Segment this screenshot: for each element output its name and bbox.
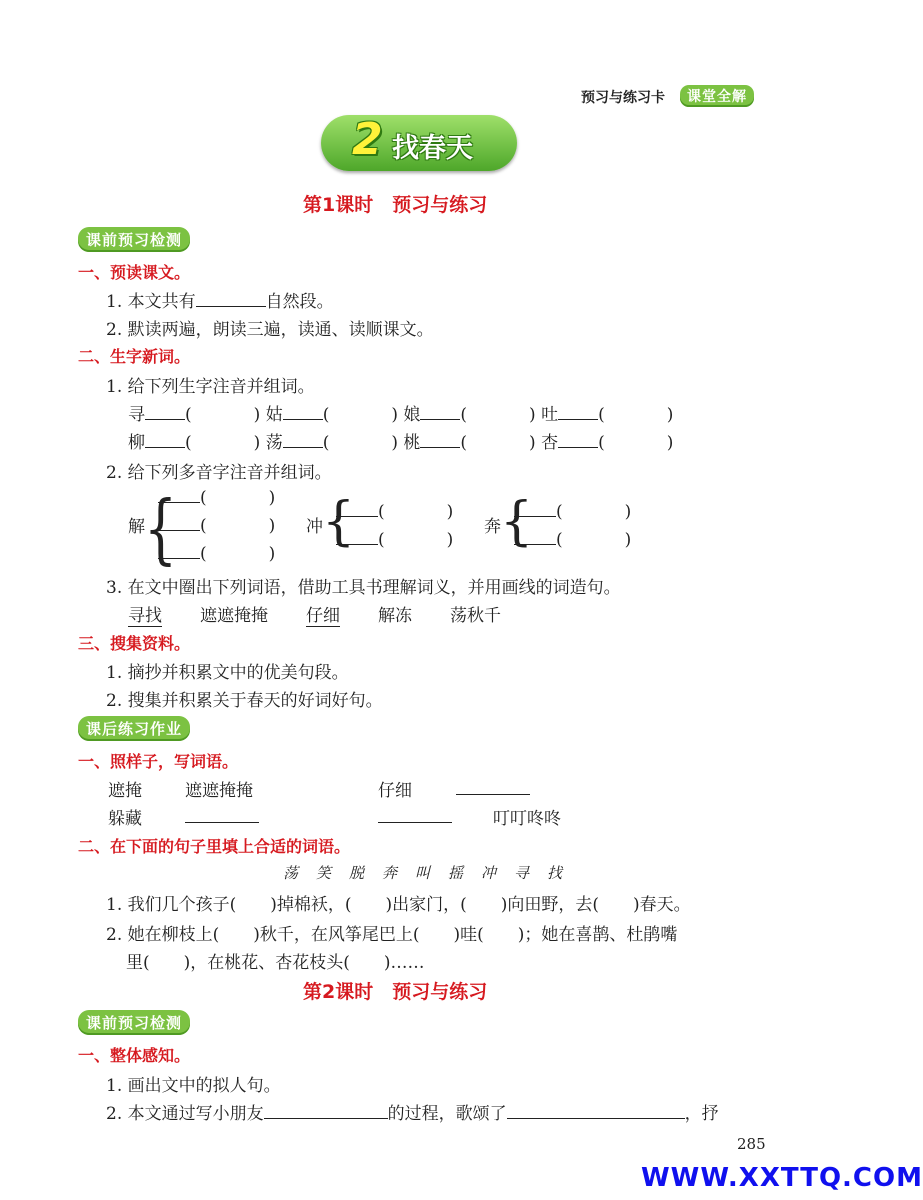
char-row: 寻 ( ) 姑 ( ) 娘 ( ) 吐 ( ) [128, 405, 674, 425]
example-word: 遮遮掩掩 [185, 781, 253, 801]
section-heading: 一、照样子，写词语。 [78, 752, 239, 771]
answer-blank[interactable] [264, 1102, 388, 1119]
question-line: 2. 给下列多音字注音并组词。 [106, 463, 332, 483]
sentence-line: 1. 我们几个孩子( )掉棉袄，( )出家门，( )向田野，去( )春天。 [106, 895, 691, 915]
answer-blank[interactable] [336, 528, 378, 545]
brace-icon: { [322, 492, 356, 552]
answer-blank[interactable] [514, 500, 556, 517]
question-text: 的过程，歌颂了 [387, 1104, 507, 1124]
answer-blank[interactable] [283, 403, 323, 420]
answer-blank[interactable] [145, 403, 185, 420]
poly-line: ( ) [336, 500, 453, 522]
answer-blank[interactable] [456, 778, 530, 800]
lesson-number: 2 [352, 114, 383, 165]
word-underlined: 仔细 [306, 606, 340, 626]
char-item: 柳 [128, 433, 145, 453]
answer-blank[interactable] [185, 806, 259, 828]
char-row: 柳 ( ) 荡 ( ) 桃 ( ) 杏 ( ) [128, 433, 674, 453]
section-heading: 三、搜集资料。 [78, 634, 191, 653]
lesson1-title: 第1课时 预习与练习 [303, 194, 488, 216]
brace-icon: { [500, 492, 534, 552]
poly-char: 冲 [306, 517, 323, 537]
answer-blank[interactable] [507, 1102, 685, 1119]
question-line: 2. 默读两遍，朗读三遍，读通、读顺课文。 [106, 320, 434, 340]
char-item: 桃 [403, 433, 421, 453]
answer-blank[interactable] [420, 403, 460, 420]
question-line: 1. 摘抄并积累文中的优美句段。 [106, 663, 349, 683]
pre-study-badge: 课前预习检测 [78, 1010, 190, 1035]
word-list [128, 601, 501, 626]
example-word: 躲藏 [108, 809, 142, 829]
answer-blank[interactable] [558, 403, 598, 420]
word: 遮遮掩掩 [200, 606, 268, 626]
char-item: 姑 [265, 405, 283, 425]
watermark: WWW.XXTTQ.COM [641, 1163, 923, 1193]
question-line: 2. 搜集并积累关于春天的好词好句。 [106, 691, 383, 711]
char-item: 娘 [403, 405, 421, 425]
poly-line: ( ) [336, 528, 453, 550]
answer-blank[interactable] [158, 514, 200, 531]
answer-blank[interactable] [378, 806, 452, 828]
char-item: 寻 [128, 405, 145, 425]
poly-char: 解 [128, 517, 145, 537]
brace-icon: { [144, 486, 178, 574]
char-item: 杏 [541, 433, 559, 453]
word: 荡秋千 [450, 606, 501, 626]
answer-blank[interactable] [558, 431, 598, 448]
char-item: 荡 [265, 433, 283, 453]
answer-blank[interactable] [283, 431, 323, 448]
pre-study-badge: 课前预习检测 [78, 227, 190, 252]
example-word: 仔细 [378, 781, 412, 801]
page-number: 285 [737, 1135, 766, 1153]
section-heading: 二、在下面的句子里填上合适的词语。 [78, 837, 351, 856]
sentence-line: 里( )，在桃花、杏花枝头( )…… [126, 953, 425, 973]
poly-char: 奔 [484, 517, 501, 537]
poly-line: ( ) [158, 542, 275, 564]
answer-blank[interactable] [514, 528, 556, 545]
poly-line: ( ) [158, 486, 275, 508]
poly-line: ( ) [158, 514, 275, 536]
word: 解冻 [378, 606, 412, 626]
question-text: 1. 本文共有 [106, 292, 196, 312]
section-heading: 一、预读课文。 [78, 263, 191, 282]
page-title: 找春天 [392, 133, 473, 164]
answer-blank[interactable] [196, 290, 266, 307]
char-item: 吐 [541, 405, 559, 425]
question-line: 3. 在文中圈出下列词语，借助工具书理解词义，并用画线的词造句。 [106, 578, 621, 598]
post-work-badge: 课后练习作业 [78, 716, 190, 741]
word-underlined: 寻找 [128, 606, 162, 626]
question-text: 自然段。 [265, 292, 334, 312]
question-text: ，抒 [684, 1104, 719, 1124]
example-word: 叮叮咚咚 [493, 809, 561, 829]
example-word: 遮掩 [108, 781, 142, 801]
section-heading: 二、生字新词。 [78, 347, 191, 366]
header-badge: 课堂全解 [680, 85, 754, 107]
answer-blank[interactable] [336, 500, 378, 517]
answer-blank[interactable] [420, 431, 460, 448]
answer-blank[interactable] [145, 431, 185, 448]
question-line [106, 1099, 719, 1124]
question-line: 1. 画出文中的拟人句。 [106, 1076, 281, 1096]
answer-blank[interactable] [158, 486, 200, 503]
poly-line: ( ) [514, 500, 631, 522]
answer-blank[interactable] [158, 542, 200, 559]
question-text: 2. 本文通过写小朋友 [106, 1104, 264, 1124]
section-heading: 一、整体感知。 [78, 1046, 191, 1065]
question-line [106, 287, 334, 312]
header-text: 预习与练习卡 [581, 90, 665, 106]
poly-line: ( ) [514, 528, 631, 550]
lesson2-title: 第2课时 预习与练习 [303, 981, 488, 1003]
sentence-line: 2. 她在柳枝上( )秋千，在风筝尾巴上( )哇( )；她在喜鹊、杜鹃嘴 [106, 925, 678, 945]
word-bank: 荡笑脱奔叫摇冲寻找 [283, 864, 581, 882]
question-line: 1. 给下列生字注音并组词。 [106, 377, 315, 397]
